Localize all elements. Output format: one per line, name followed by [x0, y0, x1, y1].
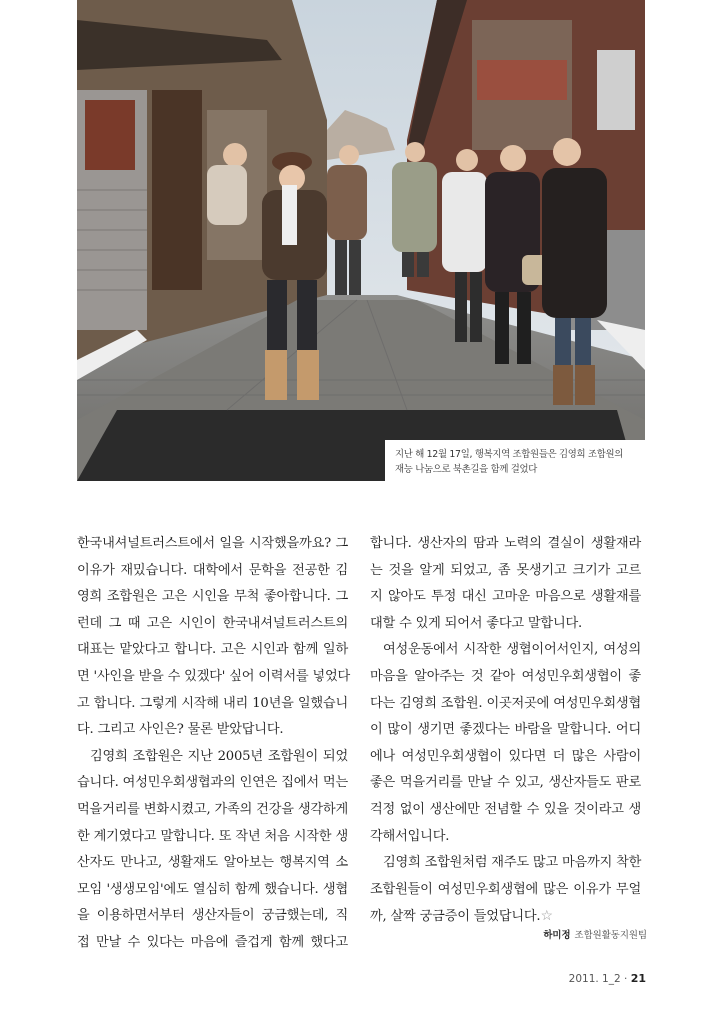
text-line: 산자도 만나고, 생활재도 알아보는 행복지역 소: [77, 855, 348, 871]
photo-caption: [385, 440, 645, 481]
text-line: 지 않아도 투정 대신 고마운 마음으로 생활재를: [370, 589, 641, 605]
text-line: 을 이용하면서부터 생산자들이 궁금했는데, 직: [77, 908, 348, 924]
issue-label: 2011. 1_2 ·: [568, 973, 631, 985]
star-icon: ☆: [540, 908, 553, 925]
text-line: 걱정 없이 생산에만 전념할 수 있을 것이라고 생: [370, 801, 641, 817]
text-line: 김영희 조합원은 지난 2005년 조합원이 되었: [90, 748, 348, 764]
text-line: 고 합니다. 그렇게 시작해 내리 10년을 일했습니: [77, 695, 348, 711]
text-line: 먹을거리를 변화시켰고, 가족의 건강을 생각하게: [77, 801, 348, 817]
text-line: 좋은 먹을거리를 만날 수 있고, 생산자들도 판로: [370, 775, 641, 791]
text-line: 모임 '생생모임'에도 열심히 함께 했습니다. 생협: [77, 881, 348, 897]
author-role: 조합원활동지원팀: [574, 930, 647, 941]
text-line: 조합원들이 여성민우회생협에 많은 이유가 무얼: [370, 881, 641, 897]
caption-line: 지난 해 12월 17일, 행복지역 조합원들은 김영희 조합원의: [395, 449, 623, 460]
text-line: 이유가 재밌습니다. 대학에서 문학을 전공한 김: [77, 562, 348, 578]
article-photo: [77, 0, 645, 481]
article-column-left: [77, 531, 351, 957]
text-line: 면 '사인을 받을 수 있겠다' 싶어 이력서를 넣었다: [77, 668, 351, 684]
text-line: 이 많이 생기면 좋겠다는 바람을 말합니다. 어디: [370, 722, 641, 738]
text-line: 는 것을 알게 되었고, 좀 못생기고 크기가 고르: [370, 562, 641, 578]
text-line: 각해서입니다.: [370, 828, 450, 844]
text-line: 런데 그 때 고은 시인이 한국내셔널트러스트의: [77, 615, 348, 631]
page-footer: [569, 972, 646, 985]
text-line: 합니다. 생산자의 땀과 노력의 결실이 생활재라: [370, 536, 641, 551]
text-line: 영희 조합원은 고은 시인을 무척 좋아합니다. 그: [77, 589, 348, 605]
text-line: 접 만날 수 있다는 마음에 즐겁게 함께 했다고: [77, 934, 348, 950]
text-line: 마음을 알아주는 것 같아 여성민우회생협이 좋: [370, 668, 641, 684]
text-line-content: 까, 살짝 궁금증이 들었답니다.: [370, 909, 541, 925]
author-byline: [512, 927, 647, 941]
text-line: 한국내셔널트러스트에서 일을 시작했을까요? 그: [77, 536, 348, 551]
photo-illustration: [77, 0, 645, 481]
caption-line: 재능 나눔으로 북촌길을 함께 걸었다: [395, 464, 538, 475]
text-line: 대표는 맡았다고 합니다. 고은 시인과 함께 일하: [77, 642, 348, 658]
text-line: 다는 김영희 조합원. 이곳저곳에 여성민우회생협: [370, 695, 641, 711]
text-line: 습니다. 여성민우회생협과의 인연은 집에서 먹는: [77, 775, 348, 791]
text-line: 에나 여성민우회생협이 있다면 더 많은 사람이: [370, 748, 641, 764]
text-line: 한 계기였다고 말합니다. 또 작년 처음 시작한 생: [77, 828, 348, 844]
text-line: 여성운동에서 시작한 생협이어서인지, 여성의: [383, 642, 641, 658]
author-name: 하미정: [543, 930, 571, 941]
text-line: 대할 수 있게 되어서 좋다고 말합니다.: [370, 615, 583, 631]
text-line: 다. 그리고 사인은? 물론 받았답니다.: [77, 722, 284, 738]
text-line: 김영희 조합원처럼 재주도 많고 마음까지 착한: [383, 855, 642, 871]
page-number: 21: [630, 972, 646, 985]
article-column-right: [370, 531, 641, 931]
